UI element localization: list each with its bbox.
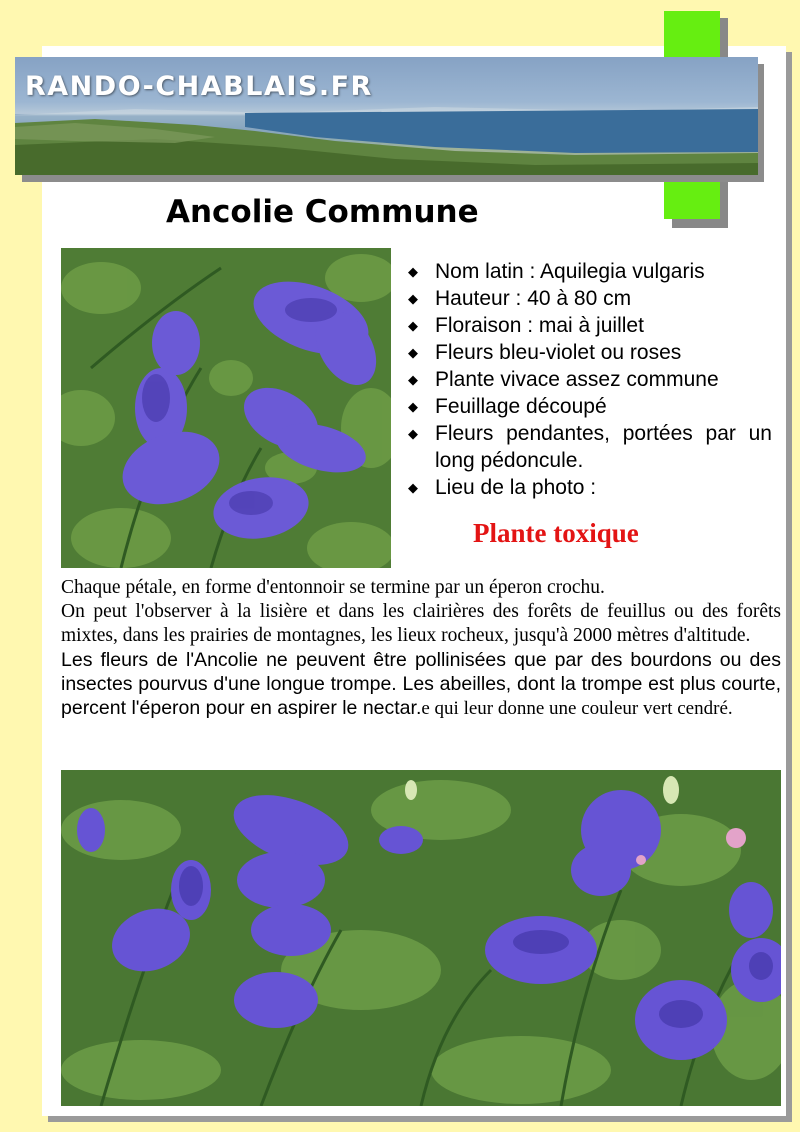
site-title: RANDO-CHABLAIS.FR: [25, 71, 373, 102]
description: [61, 576, 781, 721]
toxic-warning: Plante toxique: [473, 518, 639, 548]
paragraph-2: On peut l'observer à la lisière et dans les clairières des forêts de feuillus ou des forêts mixtes, dans les prairies de montagnes, les lieux rocheux, jusqu'à 2000 mètres d'altitude.: [61, 601, 781, 646]
fact-item: ◆ Feuillage découpé: [408, 395, 607, 418]
fact-item: ◆ Nom latin : Aquilegia vulgaris: [408, 260, 705, 283]
paragraph-1: Chaque pétale, en forme d'entonnoir se termine par un éperon crochu.: [61, 577, 605, 598]
bullet-icon: ◆: [408, 318, 418, 333]
bullet-icon: ◆: [408, 399, 418, 414]
page-title: Ancolie Commune: [166, 194, 479, 230]
bullet-icon: ◆: [408, 345, 418, 360]
fact-item: ◆ Fleurs bleu-violet ou roses: [408, 341, 682, 364]
columbine-illustration: [61, 248, 391, 568]
banner: [15, 57, 758, 175]
fact-item: ◆ Floraison : mai à juillet: [408, 314, 644, 337]
facts-list: [408, 258, 772, 501]
columbine-field-illustration: [61, 770, 781, 1106]
fact-item: ◆ Fleurs pendantes, portées par un long pédoncule.: [408, 422, 772, 472]
fact-item: ◆ Hauteur : 40 à 80 cm: [408, 287, 632, 310]
flower-photo-bottom: [61, 770, 781, 1106]
bullet-icon: ◆: [408, 426, 418, 441]
bullet-icon: ◆: [408, 372, 418, 387]
flower-photo-top: [61, 248, 391, 568]
fact-item: ◆ Plante vivace assez commune: [408, 368, 719, 391]
bullet-icon: ◆: [408, 480, 418, 495]
bullet-icon: ◆: [408, 264, 418, 279]
bullet-icon: ◆: [408, 291, 418, 306]
paragraph-3: Les fleurs de l'Ancolie ne peuvent être pollinisées que par des bourdons ou des insectes pourvus d'une longue trompe. Les abeilles, dont la trompe est plus courte, percent l'éperon pour en aspirer le nectar.e qui leur donne une couleur vert cendré.: [61, 649, 781, 719]
fact-item: ◆ Lieu de la photo :: [408, 476, 597, 499]
